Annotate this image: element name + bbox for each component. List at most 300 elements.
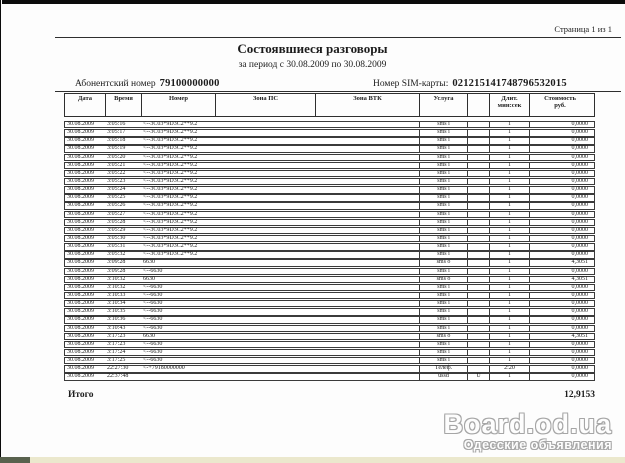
- cell-time: 3:05:19: [107, 145, 126, 152]
- cell-number: <--6630: [143, 300, 163, 307]
- cell-number: 6630: [143, 275, 155, 282]
- table-row: [64, 145, 595, 152]
- cell-zone-ps: [215, 244, 315, 249]
- cell-zone-ps: [215, 212, 315, 217]
- cell-duration: 1: [489, 326, 529, 331]
- cell-date: 30.08.2009: [67, 129, 94, 136]
- cell-number: <--6630: [143, 308, 163, 315]
- cell-duration: 1: [489, 309, 529, 314]
- table-row: [64, 194, 595, 201]
- table-row: [64, 268, 595, 275]
- cell-zone-ps: [215, 146, 315, 151]
- cell-number: <--6630: [143, 267, 163, 274]
- cell-time: 3:17:23: [107, 332, 126, 339]
- watermark-site-name: Board.od.ua: [443, 409, 612, 439]
- cell-time: 22:37:48: [107, 373, 129, 380]
- header-cell-date: Дата: [77, 95, 93, 102]
- cell-number: <--3C03*9D3C2**9.2: [143, 226, 198, 233]
- cell-service: sms o: [419, 260, 467, 265]
- cell-cost: 0,0000: [529, 212, 590, 217]
- cell-date: 30.08.2009: [67, 210, 94, 217]
- cell-flag: [467, 163, 489, 168]
- cell-zone-ps: [215, 171, 315, 176]
- cell-date: 30.08.2009: [67, 145, 94, 152]
- cell-number: <--6630: [143, 292, 163, 298]
- cell-duration: 1: [489, 195, 529, 200]
- cell-zone-vtk: [315, 326, 419, 331]
- cell-date: 30.08.2009: [67, 178, 94, 185]
- cell-date: 30.08.2009: [67, 283, 94, 290]
- cell-cost: 0,0000: [529, 236, 590, 241]
- cell-duration: 1: [489, 277, 529, 282]
- cell-date: 30.08.2009: [67, 292, 94, 298]
- table-row: [64, 292, 595, 299]
- table-row: [64, 373, 595, 380]
- cell-service: sms i: [419, 171, 467, 176]
- header-divider-line: [55, 37, 621, 38]
- cell-zone-vtk: [315, 122, 419, 127]
- cell-time: 3:05:32: [107, 251, 126, 258]
- header-cell-flag: [467, 94, 489, 116]
- cell-service: sms i: [419, 317, 467, 322]
- cell-time: 3:17:24: [107, 348, 126, 355]
- cell-time: 3:05:23: [107, 178, 126, 185]
- cell-duration: 1: [489, 220, 529, 225]
- cell-number: <--3C03*9D3C2**9.2: [143, 153, 198, 160]
- cell-date: 30.08.2009: [67, 161, 94, 168]
- cell-cost: 0,0000: [529, 309, 590, 314]
- cell-service: sms i: [419, 187, 467, 192]
- table-row: [64, 137, 595, 144]
- cell-flag: [467, 195, 489, 200]
- cell-service: sms o: [419, 334, 467, 339]
- cell-service: Телеф.: [419, 366, 467, 371]
- cell-cost: 0,0000: [529, 342, 590, 347]
- cell-number: <-+79180000000: [143, 365, 185, 372]
- cell-zone-ps: [215, 252, 315, 257]
- cell-number: <--6630: [143, 348, 163, 355]
- cell-duration: 1: [489, 260, 529, 265]
- cell-number: <--3C03*9D3C2**9.2: [143, 137, 198, 144]
- cell-cost: 0,0000: [529, 252, 590, 257]
- cell-zone-ps: [215, 138, 315, 143]
- cell-date: 30.08.2009: [67, 300, 94, 307]
- header-cell-zone-ps: Зона ПС: [215, 94, 315, 116]
- cell-time: 3:10:34: [107, 300, 126, 307]
- cell-time: 3:10:36: [107, 316, 126, 323]
- table-row: [64, 243, 595, 250]
- header-cell-time: Время: [105, 94, 141, 116]
- cell-flag: [467, 358, 489, 363]
- cell-time: 3:17:23: [107, 340, 126, 347]
- cell-cost: 4,3051: [529, 277, 590, 282]
- cell-flag: [467, 130, 489, 135]
- cell-number: <--6630: [143, 283, 163, 290]
- table-row: [64, 308, 595, 315]
- cell-zone-ps: [215, 301, 315, 306]
- cell-flag: [467, 220, 489, 225]
- cell-number: <--6630: [143, 340, 163, 347]
- header-cell-duration: Длит. мин:сек: [489, 94, 529, 116]
- cell-zone-vtk: [315, 138, 419, 143]
- cell-flag: [467, 244, 489, 249]
- cell-service: sms i: [419, 212, 467, 217]
- cell-service: sms i: [419, 350, 467, 355]
- cell-duration: 1: [489, 350, 529, 355]
- table-row: [64, 357, 595, 364]
- cell-date: 30.08.2009: [67, 340, 94, 347]
- cell-date: 30.08.2009: [67, 308, 94, 315]
- table-row: [64, 211, 595, 218]
- cell-cost: 0,0000: [529, 163, 590, 168]
- table-row: [64, 235, 595, 242]
- cell-service: sms o: [419, 277, 467, 282]
- cell-flag: [467, 212, 489, 217]
- cell-flag: [467, 171, 489, 176]
- subscriber-number: [75, 78, 220, 89]
- cell-service: sms i: [419, 269, 467, 274]
- cell-service: sms i: [419, 203, 467, 208]
- subscriber-number-value: 79100000000: [159, 78, 220, 89]
- cell-duration: 1: [489, 301, 529, 306]
- cell-number: <--3C03*9D3C2**9.2: [143, 235, 198, 242]
- cell-duration: 1: [489, 155, 529, 160]
- cell-flag: [467, 350, 489, 355]
- cell-zone-vtk: [315, 228, 419, 233]
- cell-flag: [467, 334, 489, 339]
- cell-number: <--3C03*9D3C2**9.2: [143, 218, 198, 225]
- cell-cost: 0,0000: [529, 203, 590, 208]
- cell-duration: 1: [489, 171, 529, 176]
- cell-flag: [467, 301, 489, 306]
- cell-service: sms i: [419, 342, 467, 347]
- cell-cost: 0,0000: [529, 269, 590, 274]
- table-row: [64, 300, 595, 307]
- cell-flag: [467, 277, 489, 282]
- cell-zone-vtk: [315, 220, 419, 225]
- cell-time: 3:05:31: [107, 243, 126, 250]
- cell-zone-vtk: [315, 277, 419, 282]
- cell-date: 30.08.2009: [67, 324, 94, 331]
- cell-service: sms i: [419, 130, 467, 135]
- cell-zone-vtk: [315, 301, 419, 306]
- cell-flag: [467, 260, 489, 265]
- cell-flag: [467, 122, 489, 127]
- cell-service: sms i: [419, 155, 467, 160]
- cell-time: 3:05:26: [107, 202, 126, 209]
- cell-zone-ps: [215, 122, 315, 127]
- cell-date: 30.08.2009: [67, 121, 94, 128]
- cell-service: sms i: [419, 244, 467, 249]
- cell-zone-vtk: [315, 252, 419, 257]
- cell-time: 3:10:33: [107, 292, 126, 298]
- cell-duration: 1: [489, 293, 529, 298]
- cell-time: 3:05:21: [107, 161, 126, 168]
- cell-cost: 0,0000: [529, 122, 590, 127]
- cell-number: 6630: [143, 332, 155, 339]
- table-row: [64, 219, 595, 226]
- cell-duration: 1: [489, 244, 529, 249]
- account-info-line: [0, 78, 625, 91]
- watermark-subtitle: Одесские объявления: [463, 438, 612, 452]
- cell-zone-ps: [215, 285, 315, 290]
- cell-date: 30.08.2009: [67, 365, 94, 372]
- cell-date: 30.08.2009: [67, 357, 94, 364]
- cell-duration: 1: [489, 187, 529, 192]
- total-value: 12,9153: [564, 390, 595, 400]
- cell-date: 30.08.2009: [67, 202, 94, 209]
- cell-time: 3:17:25: [107, 357, 126, 364]
- cell-flag: [467, 309, 489, 314]
- cell-zone-ps: [215, 260, 315, 265]
- cell-service: sms i: [419, 285, 467, 290]
- info-divider-line: [55, 91, 621, 92]
- sim-number-value: 021215141748796532015: [452, 78, 567, 89]
- subscriber-number-label: Абонентский номер: [75, 79, 156, 89]
- cell-cost: 0,0000: [529, 155, 590, 160]
- cell-number: <--3C03*9D3C2**9.2: [143, 251, 198, 258]
- cell-service: sms i: [419, 301, 467, 306]
- cell-cost: 0,0000: [529, 366, 590, 371]
- header-cell-number: Номер: [141, 94, 215, 116]
- cell-time: 3:10:32: [107, 283, 126, 290]
- cell-zone-ps: [215, 334, 315, 339]
- table-row: [64, 316, 595, 323]
- cell-duration: 1: [489, 269, 529, 274]
- cell-zone-vtk: [315, 285, 419, 290]
- calls-table: [64, 93, 595, 380]
- cell-flag: [467, 342, 489, 347]
- cell-zone-ps: [215, 309, 315, 314]
- cell-time: 3:05:25: [107, 194, 126, 201]
- table-row: [64, 162, 595, 169]
- table-row: [64, 365, 595, 372]
- cell-time: 3:09:28: [107, 267, 126, 274]
- cell-date: 30.08.2009: [67, 316, 94, 323]
- cell-zone-ps: [215, 350, 315, 355]
- cell-number: <--6630: [143, 316, 163, 323]
- cell-time: 3:10:35: [107, 308, 126, 315]
- cell-time: 3:10:43: [107, 324, 126, 331]
- table-row: [64, 341, 595, 348]
- cell-date: 30.08.2009: [67, 137, 94, 144]
- cell-cost: 0,0000: [529, 187, 590, 192]
- cell-zone-ps: [215, 277, 315, 282]
- cell-cost: 0,0000: [529, 195, 590, 200]
- cell-duration: 1: [489, 252, 529, 257]
- cell-zone-ps: [215, 374, 315, 379]
- cell-cost: 0,0000: [529, 171, 590, 176]
- cell-zone-ps: [215, 358, 315, 363]
- cell-duration: 1: [489, 317, 529, 322]
- cell-service: sms i: [419, 309, 467, 314]
- cell-flag: [467, 138, 489, 143]
- cell-number: <--3C03*9D3C2**9.2: [143, 194, 198, 201]
- cell-zone-ps: [215, 155, 315, 160]
- cell-zone-vtk: [315, 146, 419, 151]
- table-row: [64, 325, 595, 332]
- cell-time: 3:05:28: [107, 218, 126, 225]
- cell-time: 3:10:32: [107, 275, 126, 282]
- table-row: [64, 121, 595, 128]
- cell-date: 30.08.2009: [67, 251, 94, 258]
- cell-service: ussd: [419, 374, 467, 379]
- total-label: Итого: [68, 390, 94, 400]
- cell-zone-vtk: [315, 350, 419, 355]
- cell-cost: 0,0000: [529, 301, 590, 306]
- cell-service: sms i: [419, 252, 467, 257]
- cell-cost: 0,0000: [529, 285, 590, 290]
- cell-date: 30.08.2009: [67, 259, 94, 266]
- cell-zone-vtk: [315, 130, 419, 135]
- header-cell-zone-vtk: Зона ВТК: [315, 94, 419, 116]
- cell-flag: [467, 187, 489, 192]
- table-row: [64, 227, 595, 234]
- cell-date: 30.08.2009: [67, 267, 94, 274]
- cell-zone-vtk: [315, 366, 419, 371]
- cell-flag: [467, 366, 489, 371]
- watermark: [443, 410, 612, 452]
- table-row: [64, 276, 595, 283]
- cell-zone-ps: [215, 342, 315, 347]
- cell-cost: 4,3051: [529, 334, 590, 339]
- cell-cost: 0,0000: [529, 130, 590, 135]
- cell-zone-ps: [215, 269, 315, 274]
- bottom-strip-corner: [0, 457, 30, 463]
- table-row: [64, 154, 595, 161]
- cell-service: sms i: [419, 138, 467, 143]
- cell-zone-vtk: [315, 203, 419, 208]
- cell-zone-vtk: [315, 334, 419, 339]
- cell-duration: 1: [489, 130, 529, 135]
- report-period: за период с 30.08.2009 по 30.08.2009: [238, 60, 387, 70]
- cell-zone-ps: [215, 220, 315, 225]
- cell-zone-vtk: [315, 163, 419, 168]
- cell-time: 3:05:20: [107, 153, 126, 160]
- cell-zone-vtk: [315, 317, 419, 322]
- cell-zone-vtk: [315, 187, 419, 192]
- bottom-strip: [0, 457, 625, 463]
- cell-duration: 1: [489, 358, 529, 363]
- cell-date: 30.08.2009: [67, 275, 94, 282]
- cell-zone-vtk: [315, 358, 419, 363]
- cell-cost: 0,0000: [529, 228, 590, 233]
- cell-number: <--3C03*9D3C2**9.2: [143, 129, 198, 136]
- cell-service: sms i: [419, 146, 467, 151]
- cell-flag: [467, 179, 489, 184]
- table-row: [64, 259, 595, 266]
- cell-date: 30.08.2009: [67, 243, 94, 250]
- cell-zone-vtk: [315, 342, 419, 347]
- cell-flag: [467, 155, 489, 160]
- cell-zone-vtk: [315, 195, 419, 200]
- cell-flag: [467, 293, 489, 298]
- cell-zone-vtk: [315, 260, 419, 265]
- cell-time: 3:05:17: [107, 129, 126, 136]
- cell-date: 30.08.2009: [67, 332, 94, 339]
- cell-zone-vtk: [315, 212, 419, 217]
- cell-zone-ps: [215, 187, 315, 192]
- cell-zone-vtk: [315, 269, 419, 274]
- cell-cost: 0,0000: [529, 179, 590, 184]
- cell-time: 3:05:16: [107, 121, 126, 128]
- cell-zone-ps: [215, 179, 315, 184]
- cell-cost: 0,0000: [529, 350, 590, 355]
- cell-duration: 1: [489, 203, 529, 208]
- cell-service: sms i: [419, 358, 467, 363]
- cell-date: 30.08.2009: [67, 218, 94, 225]
- table-header-row: [64, 93, 595, 117]
- cell-zone-vtk: [315, 171, 419, 176]
- cell-number: <--3C03*9D3C2**9.2: [143, 243, 198, 250]
- cell-number: <--3C03*9D3C2**9.2: [143, 178, 198, 185]
- cell-duration: 1: [489, 138, 529, 143]
- cell-zone-ps: [215, 203, 315, 208]
- cell-service: sms i: [419, 236, 467, 241]
- header-cell-cost: Стоимость руб.: [529, 94, 590, 116]
- table-row: [64, 333, 595, 340]
- cell-number: [141, 374, 215, 379]
- cell-flag: [467, 228, 489, 233]
- cell-duration: 1: [489, 212, 529, 217]
- cell-number: <--3C03*9D3C2**9.2: [143, 210, 198, 217]
- cell-number: <--3C03*9D3C2**9.2: [143, 145, 198, 152]
- table-row: [64, 170, 595, 177]
- cell-cost: 0,0000: [529, 317, 590, 322]
- table-row: [64, 349, 595, 356]
- cell-zone-vtk: [315, 236, 419, 241]
- cell-time: 3:05:29: [107, 226, 126, 233]
- table-row: [64, 129, 595, 136]
- report-title: Состоявшиеся разговоры: [237, 41, 388, 56]
- cell-time: 3:05:27: [107, 210, 126, 217]
- cell-zone-ps: [215, 163, 315, 168]
- cell-service: sms i: [419, 195, 467, 200]
- cell-number: <--6630: [143, 357, 163, 364]
- cell-zone-ps: [215, 130, 315, 135]
- cell-number: <--3C03*9D3C2**9.2: [143, 161, 198, 168]
- cell-duration: 1: [489, 163, 529, 168]
- cell-duration: 1: [489, 374, 529, 379]
- page-number-label: Страница 1 из 1: [554, 24, 612, 34]
- cell-service: sms i: [419, 326, 467, 331]
- cell-zone-ps: [215, 195, 315, 200]
- cell-number: <--3C03*9D3C2**9.2: [143, 186, 198, 193]
- cell-time: 3:05:18: [107, 137, 126, 144]
- cell-time: 3:05:24: [107, 186, 126, 193]
- cell-time: 22:27:30: [107, 365, 129, 372]
- cell-zone-ps: [215, 293, 315, 298]
- cell-flag: [467, 236, 489, 241]
- cell-number: <--6630: [143, 324, 163, 331]
- table-body: [64, 121, 595, 382]
- cell-cost: 0,0000: [529, 293, 590, 298]
- header-cell-service: Услуга: [419, 94, 467, 116]
- cell-flag: [467, 285, 489, 290]
- cell-number: <--3C03*9D3C2**9.2: [143, 169, 198, 176]
- cell-cost: 0,0000: [529, 326, 590, 331]
- cell-flag: [467, 203, 489, 208]
- cell-service: sms i: [419, 293, 467, 298]
- cell-date: 30.08.2009: [67, 194, 94, 201]
- cell-date: 30.08.2009: [67, 153, 94, 160]
- cell-date: 30.08.2009: [67, 348, 94, 355]
- cell-number: 6630: [143, 259, 155, 266]
- cell-duration: 1: [489, 146, 529, 151]
- cell-zone-ps: [215, 228, 315, 233]
- cell-zone-vtk: [315, 374, 419, 379]
- cell-duration: 1: [489, 236, 529, 241]
